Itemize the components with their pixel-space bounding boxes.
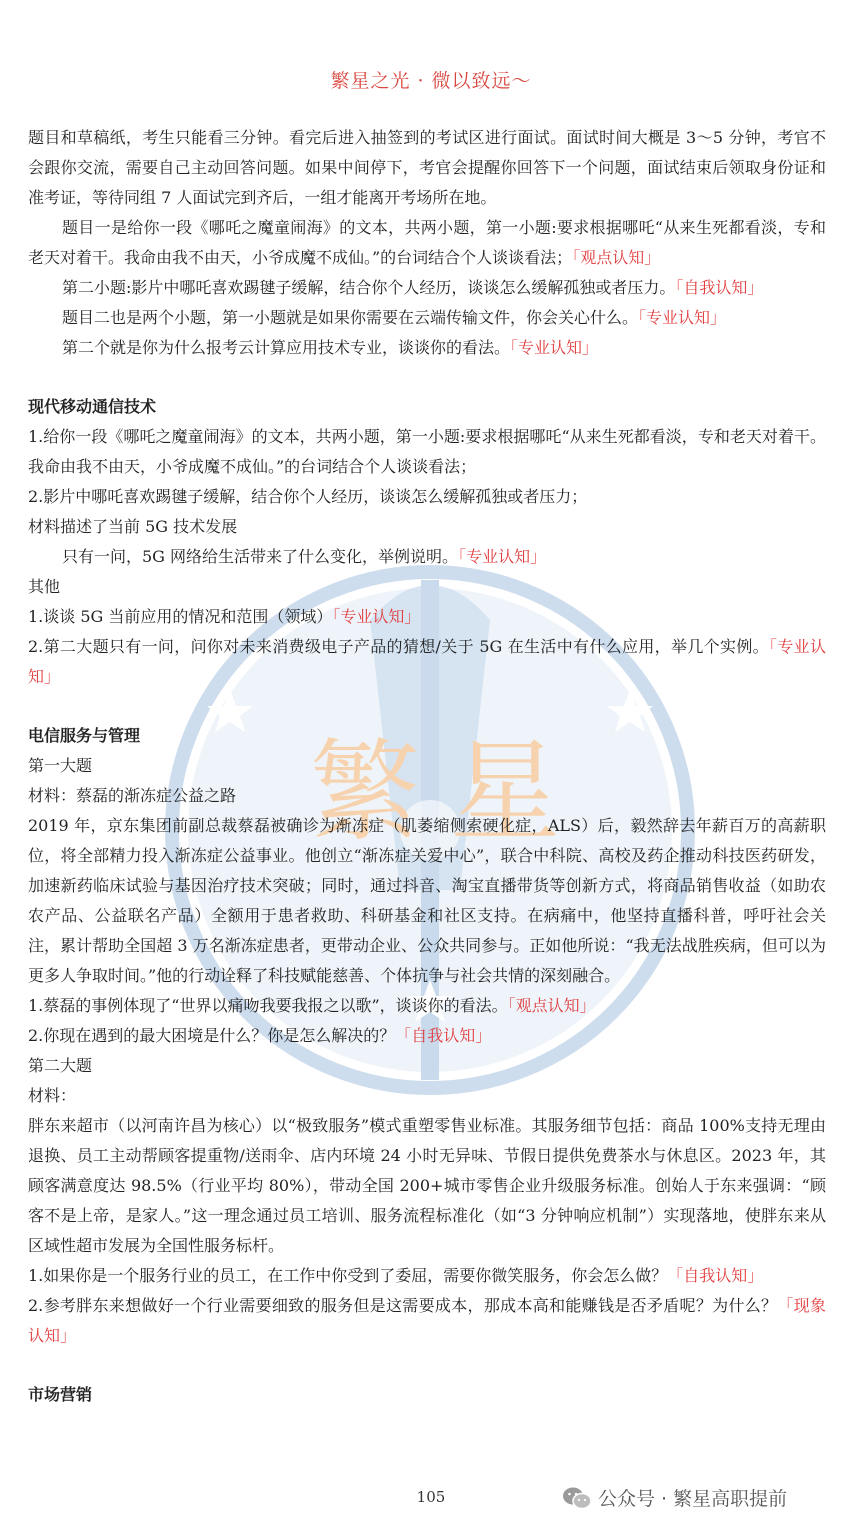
paragraph: 第一大题 bbox=[28, 756, 93, 775]
category-tag: 「专业认知」 bbox=[28, 637, 826, 686]
paragraph: 材料： bbox=[28, 1086, 77, 1105]
paragraph: 1.蔡磊的事例体现了“世界以痛吻我要我报之以歌”，谈谈你的看法。「观点认知」 bbox=[28, 996, 596, 1015]
watermark-char-1: 繁 bbox=[310, 728, 420, 856]
paragraph: 2.你现在遇到的最大困境是什么？你是怎么解决的？「自我认知」 bbox=[28, 1026, 492, 1045]
intro-paragraph: 题目一是给你一段《哪吒之魔童闹海》的文本，共两小题，第一小题:要求根据哪吒“从来生死都看淡，专和老天对着干。我命由我不由天，小爷成魔不成仙。”的台词结合个人谈谈看法；「观点认知」 bbox=[28, 218, 826, 267]
wechat-account-badge bbox=[562, 1484, 787, 1511]
paragraph: 2019 年，京东集团前副总裁蔡磊被确诊为渐冻症（肌萎缩侧索硬化症，ALS）后，毅然辞去年薪百万的高薪职位，将全部精力投入渐冻症公益事业。他创立“渐冻症关爱中心”，联合中科院、高校及药企推动科技医药研发，加速新药临床试验与基因治疗技术突破；同时，通过抖音、淘宝直播带货等创新方式，将商品销售收益（如助农农产品、公益联名产品）全额用于患者救助、科研基金和社区支持。在病痛中，他坚持直播科普，呼吁社会关注，累计帮助全国超 3 万名渐冻症患者，更带动企业、公众共同参与。正如他所说：“我无法战胜疾病，但可以为更多人争取时间。”他的行动诠释了科技赋能慈善、个体抗争与社会共情的深刻融合。 bbox=[28, 816, 826, 985]
category-tag: 「现象认知」 bbox=[28, 1296, 826, 1345]
category-tag: 「专业认知」 bbox=[458, 547, 547, 566]
wechat-icon bbox=[562, 1486, 592, 1510]
category-tag: 「专业认知」 bbox=[332, 607, 421, 626]
section-heading: 市场营销 bbox=[28, 1385, 93, 1404]
paragraph: 第二大题 bbox=[28, 1056, 93, 1075]
paragraph: 材料：蔡磊的渐冻症公益之路 bbox=[28, 786, 237, 805]
category-tag: 「自我认知」 bbox=[395, 1026, 492, 1045]
paragraph: 1.给你一段《哪吒之魔童闹海》的文本，共两小题，第一小题:要求根据哪吒“从来生死都看淡，专和老天对着干。我命由我不由天，小爷成魔不成仙。”的台词结合个人谈谈看法； bbox=[28, 427, 826, 476]
category-tag: 「自我认知」 bbox=[675, 278, 764, 297]
paragraph: 2.第二大题只有一问，问你对未来消费级电子产品的猜想/关于 5G 在生活中有什么应用，举几个实例。「专业认知」 bbox=[28, 637, 826, 686]
page-number: 105 bbox=[416, 1488, 446, 1506]
paragraph: 只有一问，5G 网络给生活带来了什么变化，举例说明。「专业认知」 bbox=[62, 547, 547, 566]
category-tag: 「专业认知」 bbox=[510, 338, 599, 357]
intro-paragraph: 第二小题:影片中哪吒喜欢踢毽子缓解，结合你个人经历，谈谈怎么缓解孤独或者压力。「自我认知」 bbox=[62, 278, 764, 297]
category-tag: 「观点认知」 bbox=[507, 996, 596, 1015]
intro-paragraph: 题目和草稿纸，考生只能看三分钟。看完后进入抽签到的考试区进行面试。面试时间大概是 3～5 分钟，考官不会跟你交流，需要自己主动回答问题。如果中间停下，考官会提醒你回答下一个问题，面试结束后领取身份证和准考证，等待同组 7 人面试完到齐后，一组才能离开考场所在地。 bbox=[28, 128, 826, 207]
watermark-char-2: 星 bbox=[450, 728, 560, 856]
paragraph: 其他 bbox=[28, 577, 61, 596]
paragraph: 胖东来超市（以河南许昌为核心）以“极致服务”模式重塑零售业标准。其服务细节包括：商品 100%支持无理由退换、员工主动帮顾客提重物/送雨伞、店内环境 24 小时无异味、节假日提供免费茶水与休息区。2023 年，其顾客满意度达 98.5%（行业平均 80%），带动全国 200+城市零售企业升级服务标准。创始人于东来强调：“顾客不是上帝，是家人。”这一理念通过员工培训、服务流程标准化（如“3 分钟响应机制”）实现落地，使胖东来从区域性超市发展为全国性服务标杆。 bbox=[28, 1116, 826, 1255]
section-heading: 现代移动通信技术 bbox=[28, 397, 157, 416]
paragraph: 2.参考胖东来想做好一个行业需要细致的服务但是这需要成本，那成本高和能赚钱是否矛盾呢？为什么？「现象认知」 bbox=[28, 1296, 826, 1345]
wechat-account-name: 公众号 · 繁星高职提前 bbox=[598, 1488, 788, 1510]
category-tag: 「观点认知」 bbox=[572, 248, 661, 267]
document-body bbox=[28, 123, 826, 1410]
paragraph: 1.如果你是一个服务行业的员工，在工作中你受到了委屈，需要你微笑服务，你会怎么做？「自我认知」 bbox=[28, 1266, 764, 1285]
category-tag: 「自我认知」 bbox=[667, 1266, 764, 1285]
intro-paragraph: 第二个就是你为什么报考云计算应用技术专业，谈谈你的看法。「专业认知」 bbox=[62, 338, 599, 357]
intro-paragraph: 题目二也是两个小题，第一小题就是如果你需要在云端传输文件，你会关心什么。「专业认知」 bbox=[62, 308, 727, 327]
category-tag: 「专业认知」 bbox=[638, 308, 727, 327]
paragraph: 材料描述了当前 5G 技术发展 bbox=[28, 517, 238, 536]
paragraph: 2.影片中哪吒喜欢踢毽子缓解，结合你个人经历，谈谈怎么缓解孤独或者压力； bbox=[28, 487, 588, 506]
section-heading: 电信服务与管理 bbox=[28, 726, 141, 745]
paragraph: 1.谈谈 5G 当前应用的情况和范围（领域）「专业认知」 bbox=[28, 607, 421, 626]
page-header: 繁星之光 · 微以致远～ bbox=[330, 70, 532, 92]
